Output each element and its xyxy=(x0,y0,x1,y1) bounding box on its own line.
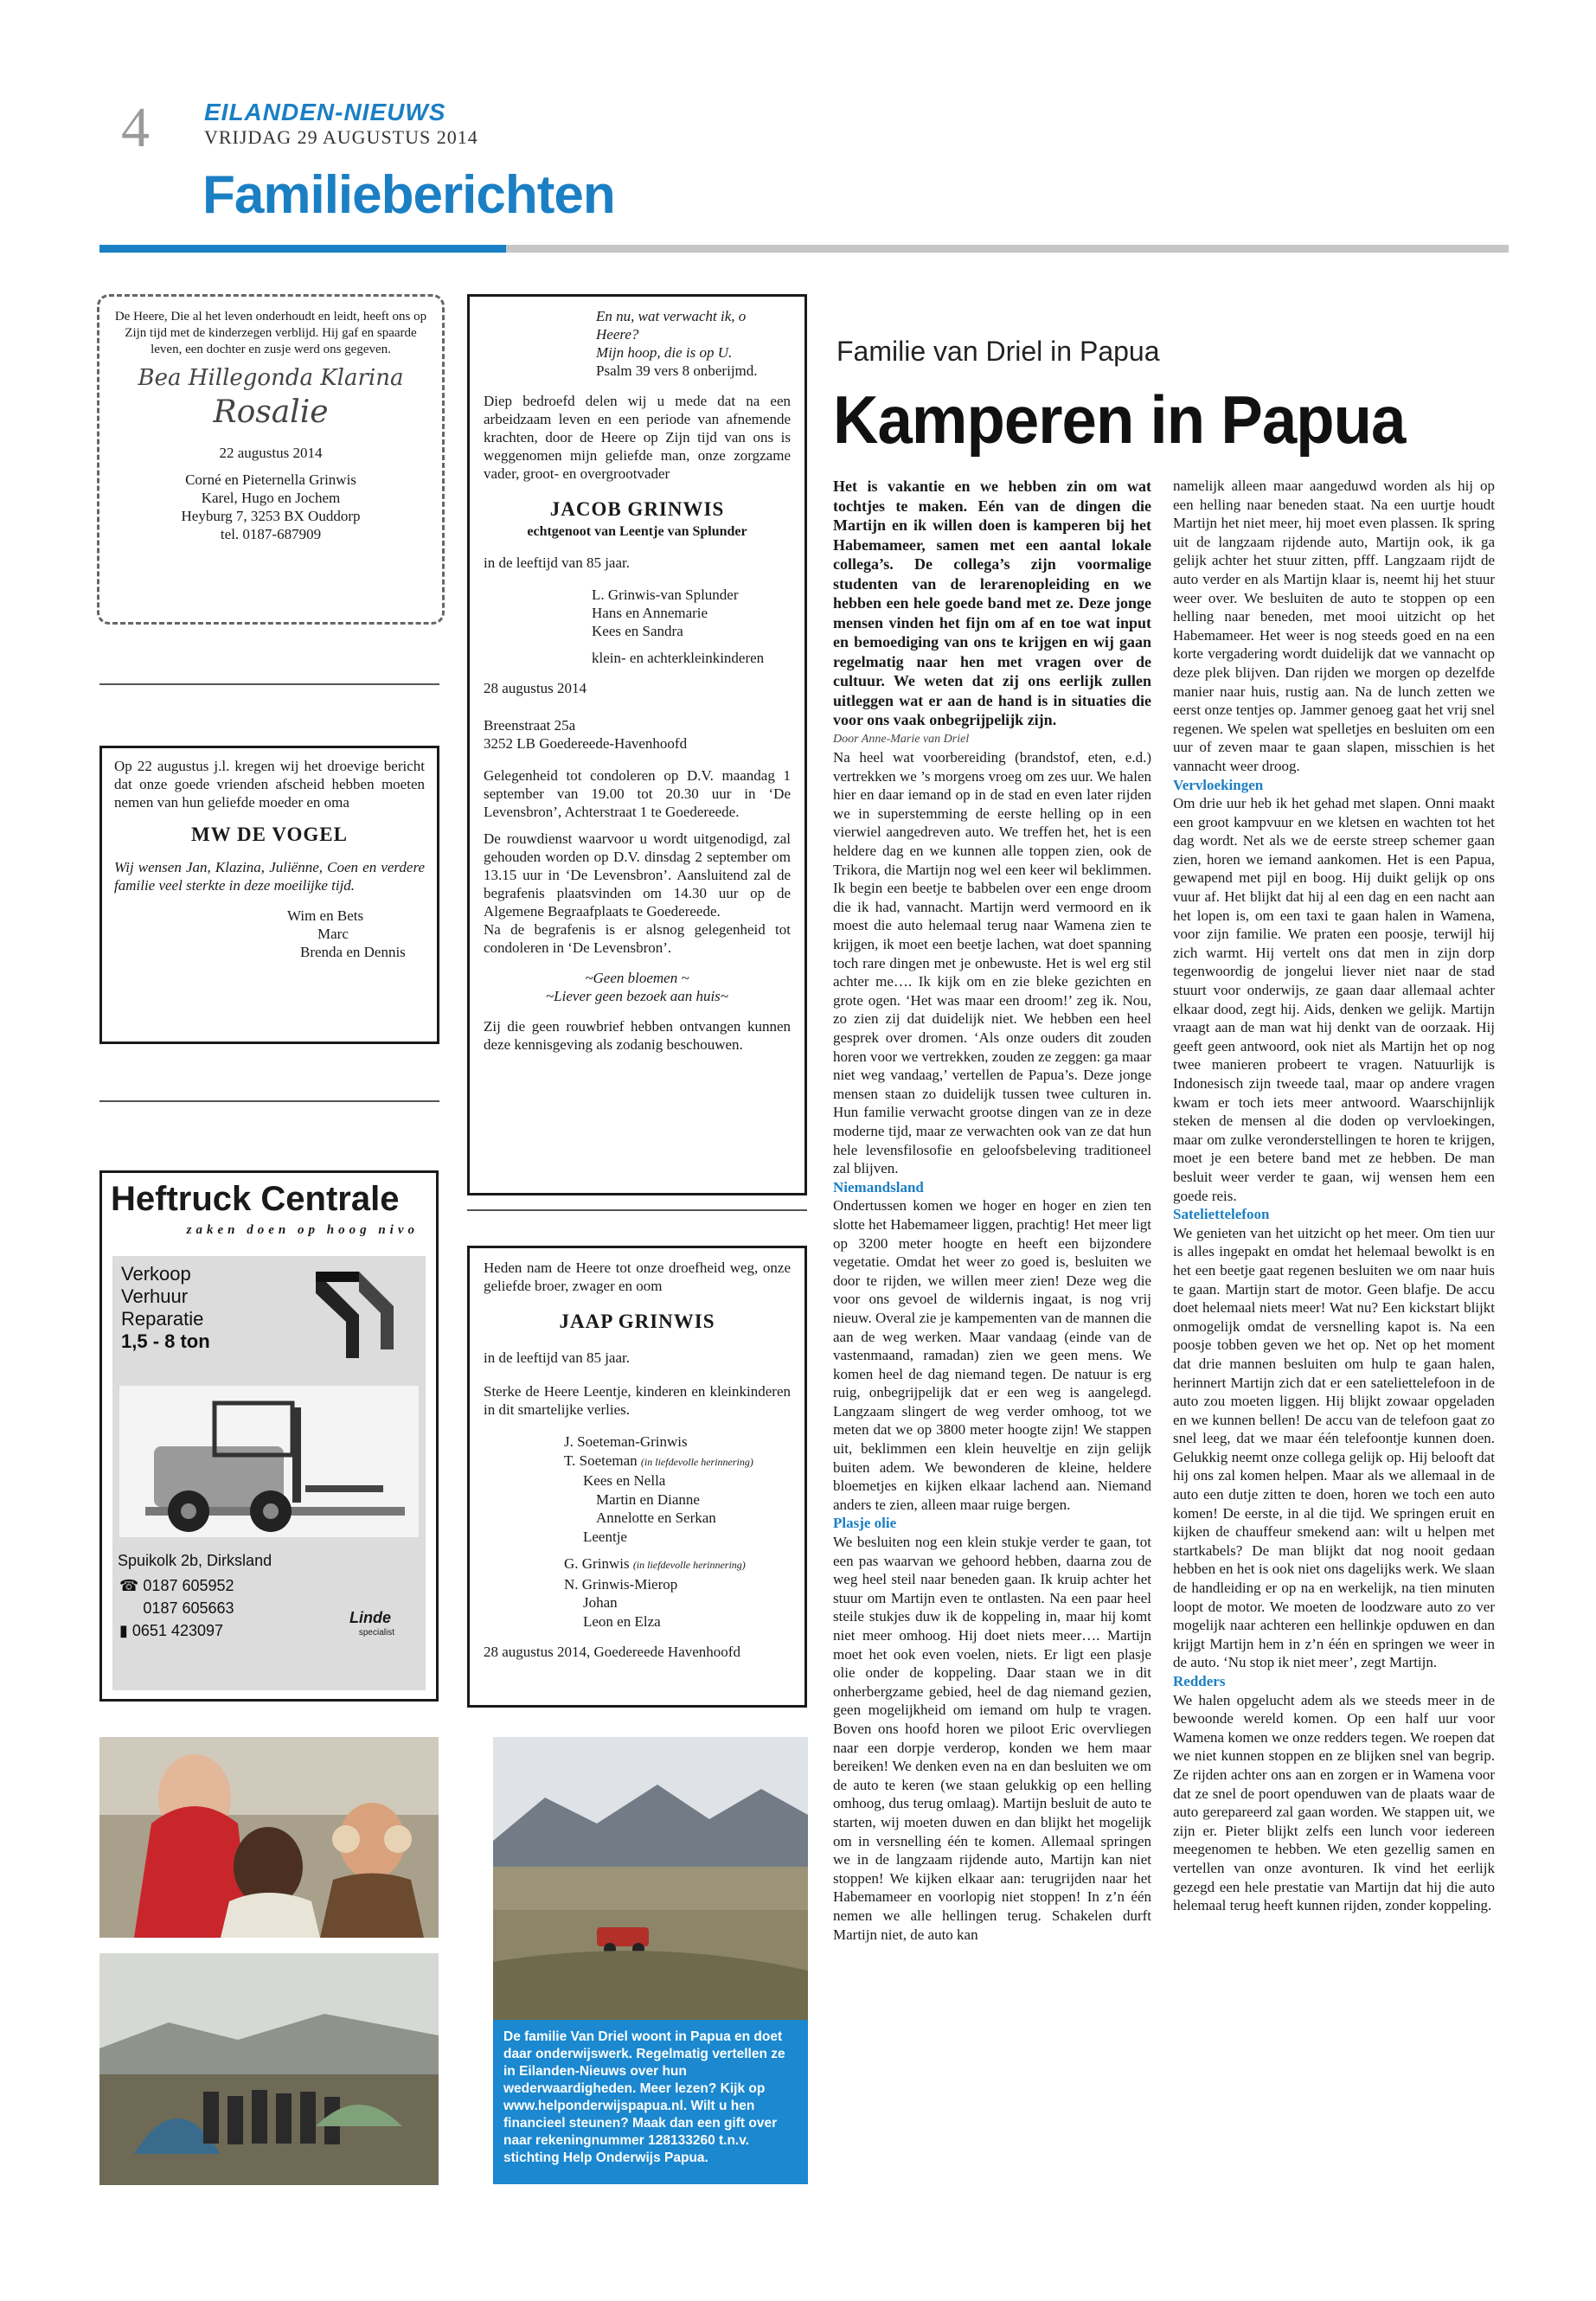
address: Heyburg 7, 3253 BX Ouddorp xyxy=(181,508,361,524)
birth-date: 22 augustus 2014 xyxy=(219,445,323,461)
sender-1: Wim en Bets xyxy=(287,907,364,924)
page-number: 4 xyxy=(121,96,150,159)
ad-slogan: zaken doen op hoog nivo xyxy=(186,1223,419,1237)
subheading-sateliettelefoon: Sateliettelefoon xyxy=(1173,1206,1270,1223)
deceased-name: MW DE VOGEL xyxy=(191,824,348,845)
section-rule xyxy=(506,245,1509,253)
family-member: T. Soeteman (in liefdevolle herinnering) xyxy=(564,1452,753,1469)
ad-phone-3[interactable]: ▮ 0651 423097 xyxy=(119,1622,224,1639)
mobile-phone-icon: ▮ xyxy=(119,1622,132,1639)
flowers-note-1: ~Geen bloemen ~ xyxy=(585,970,689,986)
condolence-notice-vogel xyxy=(99,746,439,1044)
ad-panel xyxy=(112,1256,426,1690)
family-member: Leentje xyxy=(583,1528,627,1545)
article-headline: Kamperen in Papua xyxy=(833,381,1406,458)
family-member: G. Grinwis (in liefdevolle herinnering) xyxy=(564,1555,746,1572)
baby-name: Rosalie xyxy=(213,394,329,430)
masthead-logo[interactable]: EILANDEN-NIEUWS xyxy=(204,99,446,125)
service-sale: Verkoop xyxy=(121,1263,191,1285)
family-member: Kees en Sandra xyxy=(592,623,683,639)
issue-date: VRIJDAG 29 AUGUSTUS 2014 xyxy=(204,126,478,148)
photo-papua-landscape xyxy=(493,1737,808,2021)
section-title: Familieberichten xyxy=(202,165,615,225)
address-line-2: 3252 LB Goedereede-Havenhoofd xyxy=(484,735,688,752)
notice-wish: Wij wensen Jan, Klazina, Juliënne, Coen en verdere familie veel sterkte in deze moeilijke tijd. xyxy=(114,859,425,894)
subheading-vervloekingen: Vervloekingen xyxy=(1173,776,1264,793)
flowers-note-2: ~Liever geen bezoek aan huis~ xyxy=(545,988,728,1004)
death-notice-jacob-grinwis xyxy=(467,294,807,1195)
notice-date: 28 augustus 2014, Goedereede Havenhoofd xyxy=(484,1644,740,1660)
notice-text: Op 22 augustus j.l. kregen wij het droevige bericht dat onze goede vrienden afscheid hebben moeten nemen van hun geliefde moeder en oma xyxy=(114,758,425,811)
article-lead: Het is vakantie en we hebben zin om wat tochtjes te maken. Eén van de dingen die Martijn en ik willen doen is kamperen bij het Habemameer, samen met een aantal lokale collega’s. De collega’s zijn voormalige studenten van de lerarenopleiding en we hebben een hele goede band met ze. Deze jonge mensen vinden het fijn om af en toe wat input en bemoediging van ons te krijgen en wij gaan regelmatig naar hen met vragen over de cultuur. We weten dat zij ons eerlijk zullen uitleggen wat er aan de hand is in situaties die voor ons vaak onbegrijpelijk zijn. xyxy=(833,478,1151,728)
age-line: in de leeftijd van 85 jaar. xyxy=(484,554,630,571)
article-paragraph: We halen opgelucht adem als we steeds meer in de bewoonde wereld komen. Op een half uur voor Wamena komen we onze redders tegen. We roepen dat we niet kunnen stoppen en ze blijken snel van begrip. Ze rijden achter ons aan en zorgen er in Wamena voor dat ze snel de poort openduwen van de plaats waar de auto gerepareerd zal gaan worden. We stappen uit, we zijn er. Pieter blijkt zelfs een lunch voor iedereen meegenomen te hebben. We eten gezellig samen en vertellen van onze avonturen. Ik vind het eerlijk gezegd een hele prestatie van Martijn dat hij die auto helemaal terug heeft kunnen rijden, zonder koppeling. xyxy=(1173,1691,1495,1914)
divider xyxy=(99,1100,439,1102)
divider xyxy=(467,1209,807,1211)
given-names: Bea Hillegonda Klarina xyxy=(138,365,404,391)
family-member: Johan xyxy=(583,1594,618,1611)
psalm-verse-2: Mijn hoop, die is op U. xyxy=(596,344,733,361)
condolence-info: Gelegenheid tot condoleren op D.V. maandag 1 september van 19.00 tot 20.30 uur in ‘De Levensbron’, Achterstraat 1 te Goedereede. xyxy=(484,767,791,820)
ad-title: Heftruck Centrale xyxy=(111,1180,400,1218)
ad-phones xyxy=(119,1574,234,1642)
ad-address: Spuikolk 2b, Dirksland xyxy=(118,1552,272,1569)
psalm-verse-1: En nu, wat verwacht ik, o Heere? xyxy=(596,308,747,343)
service-info: De rouwdienst waarvoor u wordt uitgenodigd, zal gehouden worden op D.V. dinsdag 2 september om 13.15 uur in ‘De Levensbron’. Aansluitend zal de begrafenis plaatsvinden om 14.30 uur op de Algemene Begraafplaats te Goedereede. xyxy=(484,830,791,920)
article-kicker: Familie van Driel in Papua xyxy=(836,336,1160,367)
family-member: L. Grinwis-van Splunder xyxy=(592,586,739,603)
article-paragraph: namelijk alleen maar aangeduwd worden als hij op een helling naar beneden staat. Na een uurtje houdt Martijn het niet meer, hij moet even plassen. Ik spring uit de langzaam rijdende auto, Martijn ook, ik ga gelijk achter het stuur zitten, pfff. Langzaam rijdt de auto verder en als Martijn klaar is, neemt hij het stuur weer over. We besluiten de auto te stoppen op een helling naar beneden, met mooi uitzicht op het Habemameer. Het weer is nog steeds goed en na een korte vergadering wordt duidelijk dat we vannacht op deze plek blijven. Dan rijden we morgen op dezelfde manier naar huis, rustig aan. Na de lunch zetten we eerst onze tentjes op. Jammer genoeg gaat het vrij snel regenen. We spelen wat spelletjes en besluiten om een uur of zeven maar te gaan slapen, misschien is het vannacht weer droog. xyxy=(1173,478,1495,774)
family-portrait-image xyxy=(99,1737,439,1938)
birth-announcement xyxy=(97,294,445,625)
deceased-name: JACOB GRINWIS xyxy=(549,498,725,520)
family-list xyxy=(592,586,791,667)
closing-note: Zij die geen rouwbrief hebben ontvangen kunnen deze kennisgeving als zodanig beschouwen. xyxy=(484,1018,791,1053)
family-member: Martin en Dianne xyxy=(596,1490,700,1508)
spouse-line: echtgenoot van Leentje van Splunder xyxy=(527,524,747,539)
announcement-verse: De Heere, Die al het leven onderhoudt en leidt, heeft ons op Zijn tijd met de kinderzegen verblijd. Hij gaf en spaarde leven, een dochter en zusje werd ons gegeven. xyxy=(114,310,427,356)
age-line: in de leeftijd van 85 jaar. xyxy=(484,1349,630,1366)
photo-caption: De familie Van Driel woont in Papua en doet daar onderwijswerk. Regelmatig vertellen ze in Eilanden-Nieuws over hun wederwaardigheden. Meer lezen? Kijk op www.helponderwijspapua.nl. Wilt u hen financieel steunen? Maak dan een gift over naar rekeningnummer 128133260 t.n.v. stichting Help Onderwijs Papua. xyxy=(493,2020,808,2184)
divider xyxy=(99,683,439,685)
family-list xyxy=(484,1433,791,1631)
sender-2: Marc xyxy=(317,926,349,942)
service-capacity: 1,5 - 8 ton xyxy=(121,1330,210,1352)
brand-logo: Linde xyxy=(349,1609,391,1626)
article-paragraph: Na heel wat voorbereiding (brandstof, eten, e.d.) vertrekken we ’s morgens vroeg om zes uur. We halen hier en daar iemand op in de stad en even later rijden we in superstemming de eerste helling op in een vierwiel aangedreven auto. We treffen het, het is een heldere dag en we kunnen alle toppen zien, ook de Trikora, die Martijn nog wel een keer wil beklimmen. Ik begin een beetje te babbelen over een enge droom die ik had, vannacht. Martijn werd vermoord en ik moest die auto helemaal terug naar Wamena zien te krijgen, ik moet een beetje lachen, wat doet spanning toch rare dingen met je onbewuste. Het is wel erg stil achter me…. Ik kijk om en zie bleke gezichten en grote ogen. ‘Het was maar een droom!’ zeg ik. Nou, zo zien zij dat duidelijk niet. We hebben een heel gesprek over dromen. ‘Als onze ouders dit zouden horen voor we vertrekken, zouden ze zeggen: ga maar niet weg vandaag,’ vertellen de Papua’s. Deze jonge mensen staan zo duidelijk tussen twee culturen in. Hun familie verwacht grootse dingen van ze in deze moderne tijd, maar ze verwachten ook van ze dat hun hele levensfilosofie en geloofsbeleving traditioneel zal blijven. xyxy=(833,749,1151,1177)
family-member: N. Grinwis-Mierop xyxy=(564,1575,678,1593)
family-member: J. Soeteman-Grinwis xyxy=(564,1433,688,1450)
siblings: Karel, Hugo en Jochem xyxy=(201,490,341,506)
phone: tel. 0187-687909 xyxy=(220,526,322,542)
subheading-plasje-olie: Plasje olie xyxy=(833,1515,897,1532)
psalm-reference: Psalm 39 vers 8 onberijmd. xyxy=(596,362,758,379)
notice-date: 28 augustus 2014 xyxy=(484,680,586,696)
family-member: Annelotte en Serkan xyxy=(596,1509,716,1526)
after-burial-info: Na de begrafenis is er alsnog gelegenheid tot condoleren in ‘De Levensbron’. xyxy=(484,921,791,956)
article-byline: Door Anne-Marie van Driel xyxy=(833,732,970,746)
article-column-2 xyxy=(1173,477,1495,2198)
group-camp-image xyxy=(99,1953,439,2185)
article-paragraph: We genieten van het uitzicht op het meer. Om tien uur is alles ingepakt en omdat het helemaal bewolkt is en het een beetje gaat regenen besluiten we om naar huis te gaan. Martijn start de motor. Geen blafje. De accu doet helemaal niets meer! Wat nu? Een kickstart blijkt onmogelijk omdat de versnelling kapot is. Na een poosje tobben geven we het op. Net op het moment dat drie mannen besluiten om hulp te gaan halen, herinnert Martijn zich dat er een sateliettelefoon in de auto zou moeten liggen. Hij blijkt zowaar opgeladen en we kunnen bellen! De accu van de telefoon gaat zo snel leeg, dat we maar één telefoontje kunnen doen. Gelukkig neemt onze collega gelijk op. Hij belooft dat hij ons zal komen helpen. Maar als we allemaal in de auto een dutje zitten te doen, horen we toch een auto komen! De eerste, in al die tijd. We springen eruit en kijken de chauffeur smekend aan: wilt u helpen met startkabels? De man blijkt dat nog nooit gedaan hebben en het is ook niet ons dagelijks werk. We slaan de handleiding er op na en werkelijk, na tien minuten loopt de motor. We moeten de loodzware auto zo ver mogelijk naar achteren een hellinkje opduwen en dan krijgt Martijn hem in z’n één en springen we weer in de auto. ‘Nu stop ik niet meer’, zegt Martijn. xyxy=(1173,1224,1495,1671)
landscape-image xyxy=(493,1737,808,2021)
strength-wish: Sterke de Heere Leentje, kinderen en kleinkinderen in dit smartelijke verlies. xyxy=(484,1383,791,1418)
subheading-niemandsland: Niemandsland xyxy=(833,1178,924,1195)
company-logo-icon xyxy=(307,1263,402,1367)
forklift-image xyxy=(119,1386,419,1537)
photo-group-camp xyxy=(99,1953,439,2185)
ad-services xyxy=(121,1263,210,1353)
ad-phone-2[interactable]: 0187 605663 xyxy=(143,1599,234,1617)
parents: Corné en Pieternella Grinwis xyxy=(185,471,356,488)
article-paragraph: We besluiten nog een klein stukje verder te gaan, tot een pas waarvan we gehoord hebben, daarna zou de weg heel steil naar beneden gaan. Ik kruip achter het stuur om Martijn even te ontlasten. Na een paar heel steile stukjes duw ik de koppeling in, maar hij komt niet meer omhoog. Hij doet niets meer…. Martijn moet het ook even voelen, niets. Er ligt een plasje olie onder de koppeling. Daar staan we in dit onherbergzame gebied, heel de dag niemand gezien, geen mogelijkheid om iemand om hulp te vragen. Boven ons hoofd horen we piloot Eric overvliegen naar een dorpje verderop, konden we hem maar bereiken! We denken even na en dan besluiten we om de auto te keren (we staan gelukkig op een helling omhoog, dus terug omlaag). Martijn besluit de auto te starten, wij moeten duwen en dan blijkt het mogelijk om in versnelling één te komen. Allemaal springen we in de langzaam rijdende auto, Martijn kan niet stoppen! We kijken elkaar aan: terugrijden naar het Habemameer en voorlopig niet stoppen! In z’n één nemen we alle hellingen terug. Schakelen durft Martijn niet, de auto kan xyxy=(833,1534,1151,1943)
family-member: klein- en achterkleinkinderen xyxy=(592,650,765,666)
advertisement-heftruck[interactable] xyxy=(99,1170,439,1702)
sender-3: Brenda en Dennis xyxy=(300,944,406,960)
article-paragraph: Om drie uur heb ik het gehad met slapen. Onni maakt een groot kampvuur en we kletsen en wachten tot het dag wordt. Net als we de eerste streep schemer gaan zien, horen we iemand aankomen. Het is een Papua, gewapend met pijl en boog. Hij duikt gelijk op ons vuur af. Het blijkt dat hij al een dag en een nacht aan het lopen is, om een taxi te gaan halen in Wamena, voor zijn familie. We praten een poosje, terwijl hij zich warmt. Hij vertelt ons dat men in zijn dorp tegenwoordig de jongelui liever niet naar de stad stuurt voor onderwijs, ze gaan daar allemaal achter elkaar dood, zegt hij. Aids, denken we gelijk. Martijn vraagt aan de man wat hij denkt van de oorzaak. Hij geeft geen antwoord, ook niet als Martijn het op nog twee manieren probeert te vragen. Natuurlijk is Indonesisch zijn tweede taal, maar op andere vragen kwam er toch iets meer antwoord. Waarschijnlijk steken de mensen al die doden op vervloekingen, maar om zulke veronderstellingen te horen te krijgen, moet je een betere band met ze hebben. De man besluit weer verder te gaan, wij wensen hem een goede reis. xyxy=(1173,795,1495,1204)
brand-sub: specialist xyxy=(358,1628,394,1638)
family-member: Leon en Elza xyxy=(583,1612,661,1630)
article-column-1 xyxy=(833,477,1151,2198)
article-paragraph: Ondertussen komen we hoger en hoger en zien ten slotte het Habemameer liggen, prachtig! Het meer ligt op 3200 meter hoogte en heeft een bijzondere vegetatie. Omdat het weer zo goed is, besluiten we door te rijden, we willen meer zien! Deze weg die voor ons gevoel de wildernis ingaat, is nog vrij nieuw. Overal zie je kampementen van de mannen die aan de weg werken. Maar vandaag (einde van de vastenmaand, ramadan) zien we geen mens. We komen heel de dag niemand tegen. De natuur is erg ruig, onbegrijpelijk dat er een weg is aangelegd. Langzaam slingert de weg verder omhoog, tot we meten dat we op 3800 meter hoogte zijn! We stappen uit, beklimmen een klein heuveltje en zijn gelijk buiten adem. We bewonderen de kleine, heldere bloemetjes en kijken elkaar lachend aan. Niemand anders te zien, alleen maar ruige bergen. xyxy=(833,1197,1151,1513)
death-notice-jaap-grinwis xyxy=(467,1246,807,1708)
subheading-redders: Redders xyxy=(1173,1673,1226,1689)
deceased-name: JAAP GRINWIS xyxy=(559,1311,715,1332)
service-repair: Reparatie xyxy=(121,1308,204,1330)
address-line-1: Breenstraat 25a xyxy=(484,717,576,734)
photo-family-portrait xyxy=(99,1737,439,1938)
notice-intro: Diep bedroefd delen wij u mede dat na een arbeidzaam leven en een periode van afnemende krachten, door de Heere op Zijn tijd van ons is weggenomen mijn geliefde man, onze zorgzame vader, groot- en overgrootvader xyxy=(484,393,791,482)
service-rental: Verhuur xyxy=(121,1285,189,1307)
family-member: Kees en Nella xyxy=(583,1472,666,1489)
ad-phone-1[interactable]: ☎ 0187 605952 xyxy=(119,1577,234,1594)
family-member: Hans en Annemarie xyxy=(592,605,708,621)
notice-intro: Heden nam de Heere tot onze droefheid weg, onze geliefde broer, zwager en oom xyxy=(484,1259,791,1294)
telephone-icon: ☎ xyxy=(119,1577,144,1594)
section-rule-accent xyxy=(99,245,506,253)
